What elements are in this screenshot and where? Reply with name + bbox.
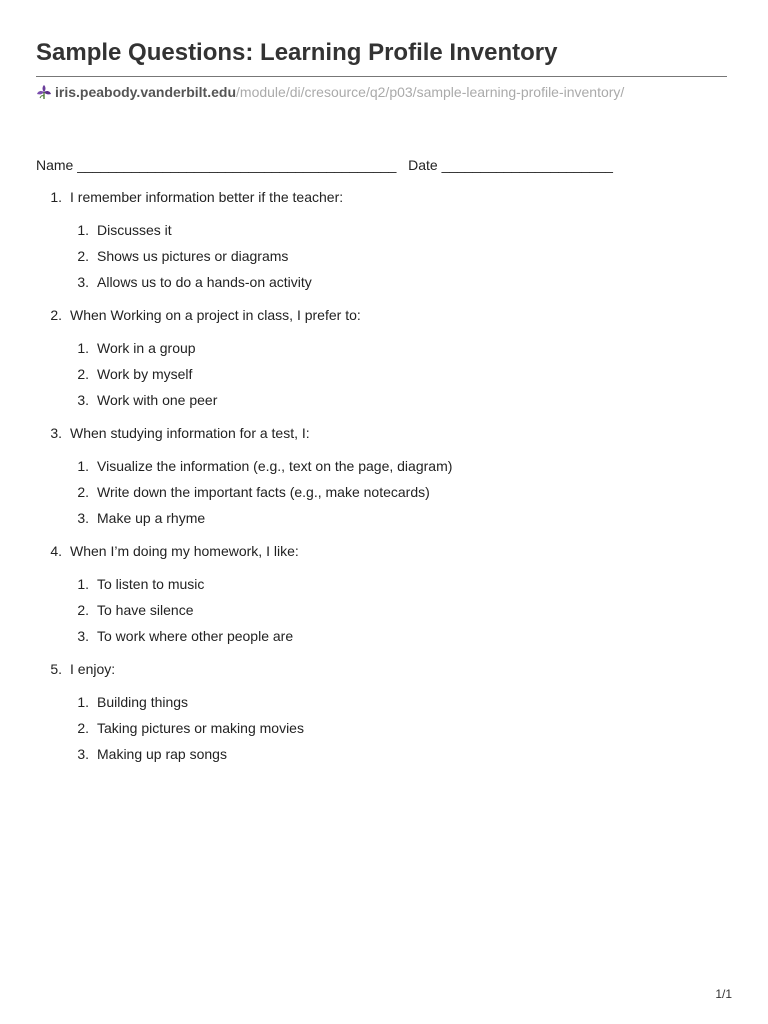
page-title: Sample Questions: Learning Profile Inventory: [36, 39, 558, 66]
option-text: Discusses it: [97, 222, 172, 238]
page-number: 1/1: [715, 987, 732, 1001]
question-number: 2.: [50, 307, 62, 323]
question-number: 1.: [50, 189, 62, 205]
option-item: [36, 745, 716, 763]
option-number: 1.: [77, 694, 89, 710]
option-item: [36, 693, 716, 711]
question-item: [36, 660, 716, 763]
option-list: [36, 221, 716, 291]
question-item: [36, 306, 716, 409]
option-text: Making up rap songs: [97, 746, 227, 762]
option-item: [36, 247, 716, 265]
option-item: [36, 273, 716, 291]
option-item: [36, 391, 716, 409]
question-item: [36, 188, 716, 291]
question-line: [36, 660, 716, 678]
option-number: 2.: [77, 248, 89, 264]
title-divider: [36, 76, 727, 77]
question-text: When Working on a project in class, I prefer to:: [70, 307, 361, 323]
option-text: Building things: [97, 694, 189, 710]
option-item: [36, 575, 716, 593]
option-item: [36, 719, 716, 737]
option-item: [36, 627, 716, 645]
source-url[interactable]: [36, 83, 624, 101]
option-number: 2.: [77, 366, 89, 382]
question-item: [36, 424, 716, 527]
question-text: I enjoy:: [70, 661, 116, 677]
option-item: [36, 365, 716, 383]
option-list: [36, 339, 716, 409]
question-number: 3.: [50, 425, 62, 441]
option-number: 3.: [77, 392, 89, 408]
option-number: 3.: [77, 628, 89, 644]
option-number: 1.: [77, 576, 89, 592]
option-list: [36, 457, 716, 527]
option-number: 2.: [77, 720, 89, 736]
question-text: When studying information for a test, I:: [70, 425, 310, 441]
name-date-line: Name _________________________________________ Date ______________________: [36, 157, 613, 173]
option-number: 3.: [77, 274, 89, 290]
option-list: [36, 575, 716, 645]
option-text: Work with one peer: [97, 392, 218, 408]
question-text: When I’m doing my homework, I like:: [70, 543, 299, 559]
option-text: Visualize the information (e.g., text on the page, diagram): [97, 458, 453, 474]
iris-flower-icon: [36, 84, 52, 100]
option-list: [36, 693, 716, 763]
option-text: Work in a group: [97, 340, 196, 356]
question-item: [36, 542, 716, 645]
option-text: To listen to music: [97, 576, 205, 592]
option-item: [36, 221, 716, 239]
option-number: 3.: [77, 746, 89, 762]
option-number: 1.: [77, 340, 89, 356]
option-number: 1.: [77, 458, 89, 474]
question-line: [36, 424, 716, 442]
option-item: [36, 483, 716, 501]
option-text: Work by myself: [97, 366, 193, 382]
question-line: [36, 542, 716, 560]
question-list: [36, 188, 716, 778]
question-number: 4.: [50, 543, 62, 559]
option-text: Taking pictures or making movies: [97, 720, 304, 736]
question-number: 5.: [50, 661, 62, 677]
option-text: Write down the important facts (e.g., make notecards): [97, 484, 430, 500]
option-item: [36, 509, 716, 527]
question-line: [36, 306, 716, 324]
option-item: [36, 339, 716, 357]
option-text: To work where other people are: [97, 628, 294, 644]
option-number: 2.: [77, 484, 89, 500]
question-line: [36, 188, 716, 206]
question-text: I remember information better if the teacher:: [70, 189, 344, 205]
option-number: 2.: [77, 602, 89, 618]
option-text: Shows us pictures or diagrams: [97, 248, 289, 264]
source-path: /module/di/cresource/q2/p03/sample-learning-profile-inventory/: [236, 84, 625, 100]
option-item: [36, 601, 716, 619]
option-number: 1.: [77, 222, 89, 238]
option-text: To have silence: [97, 602, 194, 618]
option-number: 3.: [77, 510, 89, 526]
option-item: [36, 457, 716, 475]
option-text: Allows us to do a hands-on activity: [97, 274, 312, 290]
source-domain: iris.peabody.vanderbilt.edu: [55, 84, 237, 100]
option-text: Make up a rhyme: [97, 510, 206, 526]
